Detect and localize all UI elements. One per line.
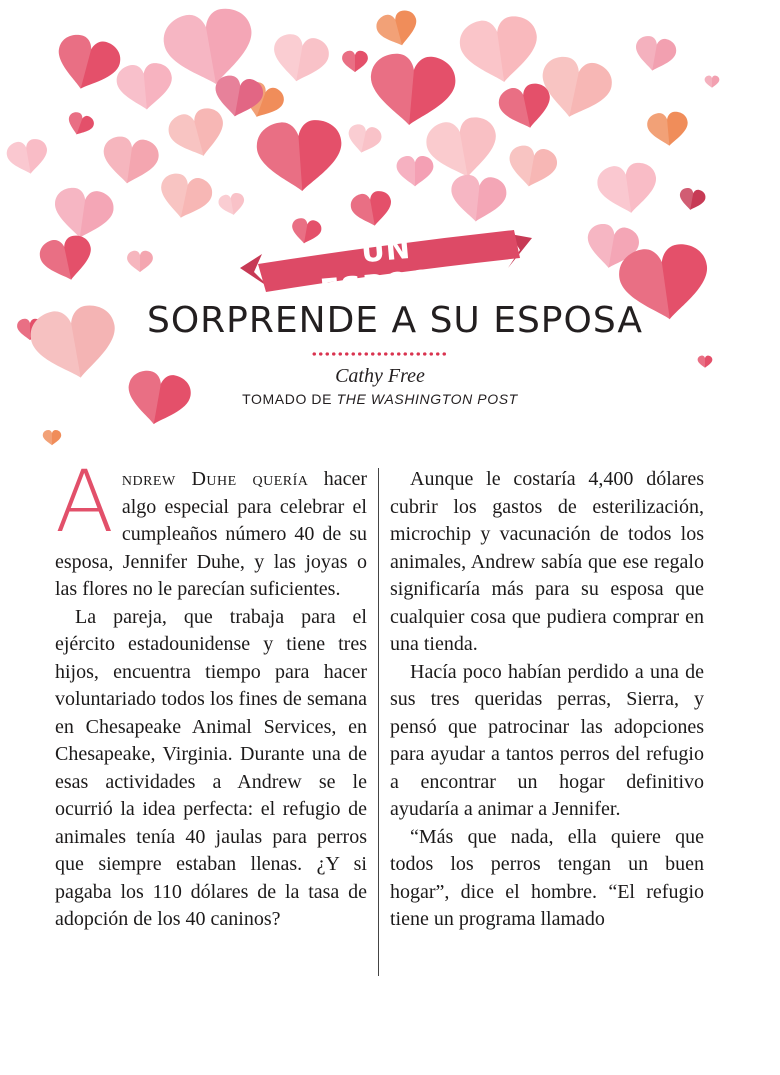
paper-heart bbox=[678, 187, 707, 212]
paper-heart bbox=[50, 31, 124, 97]
paper-heart bbox=[127, 251, 153, 272]
paper-heart bbox=[397, 156, 434, 186]
kicker-ribbon-text: UN ESPOSO bbox=[318, 230, 460, 307]
paper-heart bbox=[345, 122, 383, 156]
paragraph-5: “Más que nada, ella quiere que todos los perros tengan un buen hogar”, dice el hombre. “El refugio tiene un programa llamado bbox=[390, 825, 704, 930]
paper-heart bbox=[349, 189, 395, 229]
paper-heart bbox=[342, 51, 368, 72]
paper-heart bbox=[535, 53, 615, 124]
source-publication: THE WASHINGTON POST bbox=[336, 391, 518, 407]
paper-heart bbox=[423, 114, 502, 183]
paragraph-1-text: hacer algo especial para celebrar el cumpleaños número 40 de su esposa, Jennifer Duhe, y las joyas o las flores no le parecían suficientes. bbox=[55, 468, 367, 600]
paper-heart bbox=[595, 161, 660, 217]
paper-heart bbox=[156, 171, 215, 223]
paper-heart bbox=[51, 186, 116, 242]
paper-heart bbox=[457, 13, 542, 87]
source-credit bbox=[180, 391, 580, 407]
paper-heart bbox=[448, 173, 508, 224]
paper-heart bbox=[505, 143, 559, 190]
body-column-right bbox=[390, 466, 704, 934]
dotted-divider bbox=[311, 352, 447, 356]
paper-heart bbox=[374, 8, 422, 51]
paragraph-4: Hacía poco habían perdido a una de sus tres queridas perras, Sierra, y pensó que patrocinar las adopciones para ayudar a tantos perros del refugio a encontrar un hogar definitivo ayudaría a animar a Jennifer. bbox=[390, 660, 704, 820]
paragraph-2: La pareja, que trabaja para el ejército estadounidense y tiene tres hijos, encuentra tiempo para hacer voluntariado todos los fines de semana en Chesapeake Animal Services, en Chesapeake, Virginia. Durante una de esas actividades a Andrew se le ocurrió la idea perfecta: el refugio de animales tenía 40 jaulas para perros que siempre estaban llenas. ¿Y si pagaba los 110 dólares de la tasa de adopción de los 40 caninos? bbox=[55, 605, 367, 930]
paper-heart bbox=[646, 111, 689, 148]
paper-heart bbox=[705, 76, 720, 88]
paper-heart bbox=[37, 233, 96, 285]
paper-heart bbox=[255, 118, 344, 194]
paper-heart bbox=[632, 34, 678, 74]
paragraph-3: Aunque le costaría 4,400 dólares cubrir los gastos de esterilización, microchip y vacunación de todos los animales, Andrew sabía que ese regalo significaría más para su esposa que cualquier cosa que pudiera comprar en una tienda. bbox=[390, 468, 704, 655]
paper-heart bbox=[698, 356, 713, 368]
paper-heart bbox=[64, 110, 95, 139]
paragraph-1 bbox=[55, 452, 367, 604]
paper-heart bbox=[165, 105, 230, 163]
paper-heart bbox=[160, 5, 260, 92]
paper-heart bbox=[269, 32, 331, 86]
author-byline: Cathy Free bbox=[335, 365, 425, 387]
paper-heart bbox=[5, 137, 51, 177]
paper-heart bbox=[496, 81, 555, 133]
body-column-left bbox=[55, 452, 367, 934]
headline: SORPRENDE A SU ESPOSA bbox=[146, 300, 643, 341]
paper-heart bbox=[217, 192, 246, 217]
lead-in-smallcaps: ndrew Duhe quería bbox=[121, 468, 309, 490]
source-prefix: TOMADO DE bbox=[242, 391, 333, 407]
paper-heart bbox=[115, 62, 174, 112]
paper-heart bbox=[100, 134, 161, 187]
drop-cap: A bbox=[55, 452, 114, 552]
paper-heart bbox=[367, 52, 457, 129]
column-rule bbox=[378, 468, 379, 976]
paper-heart bbox=[43, 430, 61, 445]
